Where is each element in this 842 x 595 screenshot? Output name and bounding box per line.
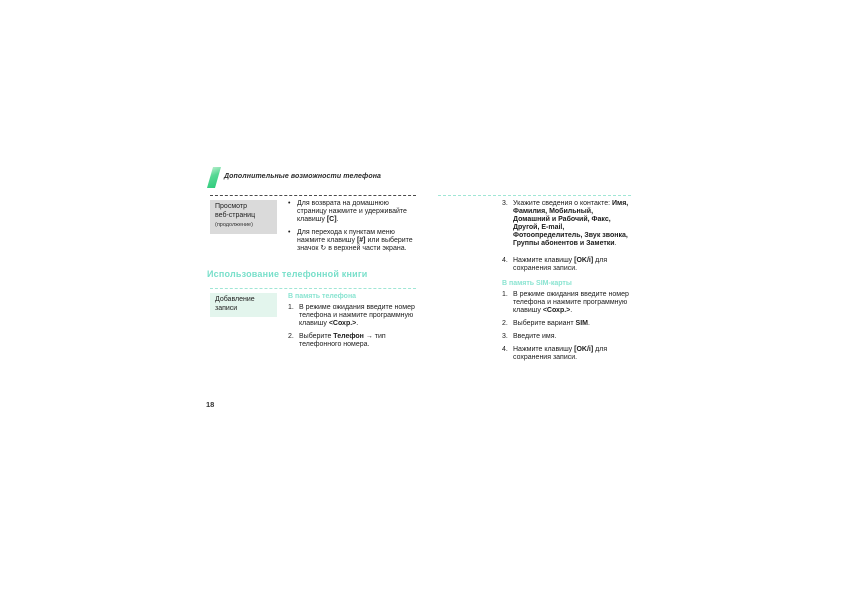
step-number: 4. xyxy=(502,346,508,353)
key-label: [#] xyxy=(356,237,366,244)
add-entry-row xyxy=(210,293,416,354)
web-browsing-content xyxy=(288,200,416,258)
step-text-part: . xyxy=(614,240,617,247)
step-text-part: Нажмите клавишу xyxy=(513,257,575,264)
step-text-part: Введите имя. xyxy=(513,333,557,340)
topic-label-line: записи xyxy=(215,304,238,312)
right-column xyxy=(438,195,631,367)
step-text xyxy=(513,257,630,273)
topic-label-note: (продолжение) xyxy=(215,222,253,228)
browser-menu-icon: ↻ xyxy=(320,245,327,252)
step-number: 4. xyxy=(502,257,508,264)
section-heading: Использование телефонной книги xyxy=(207,269,368,279)
web-browsing-row xyxy=(210,200,416,258)
page-header-title: Дополнительные возможности телефона xyxy=(224,173,382,180)
step-text-part: → тип телефонного номера. xyxy=(299,333,386,348)
key-label: [OK/i] xyxy=(574,257,594,264)
step-number: 1. xyxy=(502,291,508,298)
bullet-item xyxy=(288,229,416,253)
step-item xyxy=(288,333,416,349)
left-column xyxy=(207,195,416,354)
bullet-text: или выберите значок xyxy=(297,237,413,252)
key-label: [C] xyxy=(326,216,337,223)
topic-label-web-browsing xyxy=(210,200,277,234)
softkey-label: <Сохр.> xyxy=(542,307,571,314)
divider-teal xyxy=(438,195,631,196)
step-text-part: . xyxy=(588,320,590,327)
topic-label-add-entry xyxy=(210,293,277,317)
step-text-part: для сохранения записи. xyxy=(513,346,608,361)
topic-label-line: веб-страниц xyxy=(215,211,256,219)
step-text xyxy=(513,320,630,328)
step-item xyxy=(502,257,630,273)
topic-label-line: Просмотр xyxy=(215,203,247,210)
sub-heading-sim-memory: В память SIM-карты xyxy=(502,280,572,287)
divider-dark xyxy=(210,195,416,196)
topic-label-line: Добавление xyxy=(215,296,255,303)
step-number: 2. xyxy=(288,333,294,340)
bullet-text: . xyxy=(336,216,339,223)
step-number: 1. xyxy=(288,304,294,311)
sub-heading-phone-memory: В память телефона xyxy=(288,293,357,300)
step-text xyxy=(513,346,630,362)
softkey-label: <Сохр.> xyxy=(328,320,357,327)
header-accent-bar xyxy=(207,167,221,188)
step-number: 3. xyxy=(502,333,508,340)
step-number: 3. xyxy=(502,200,508,207)
menu-item-label: Имя, Фамилия, Мобильный, Домашний и Рабочий, Факс, Другой, E-mail, Фотоопределитель, Звук звонка, Группы абонентов и Заметки xyxy=(513,200,629,247)
step-number: 2. xyxy=(502,320,508,327)
step-text-part: В режиме ожидания введите номер телефона и нажмите программную клавишу xyxy=(513,291,629,314)
bullet-text: Для возврата на домашнюю страницу нажмите и удерживайте клавишу xyxy=(297,200,407,223)
step-item xyxy=(502,291,630,315)
step-item xyxy=(502,200,630,248)
step-text-part: . xyxy=(570,307,573,314)
step-text-part: для сохранения записи. xyxy=(513,257,608,272)
step-item xyxy=(288,304,416,328)
divider-teal xyxy=(210,288,416,289)
step-item xyxy=(502,346,630,362)
step-text xyxy=(513,333,630,341)
step-text xyxy=(299,333,416,349)
bullet-text: в верхней части экрана. xyxy=(326,245,407,252)
step-text xyxy=(513,291,630,315)
step-text-part: Нажмите клавишу xyxy=(513,346,575,353)
step-text-part: Укажите сведения о контакте: xyxy=(513,200,612,207)
step-text xyxy=(513,200,630,248)
step-text-part: Выберите xyxy=(299,333,334,340)
contact-steps-content xyxy=(502,200,630,362)
bullet-item xyxy=(288,200,416,224)
key-label: [OK/i] xyxy=(574,346,594,353)
step-text-part: . xyxy=(356,320,359,327)
step-text-part: В режиме ожидания введите номер телефона и нажмите программную клавишу xyxy=(299,304,415,327)
step-text xyxy=(299,304,416,328)
menu-item-label: SIM xyxy=(575,320,588,327)
add-entry-content xyxy=(288,293,416,354)
page-number: 18 xyxy=(206,400,215,409)
menu-item-label: Телефон xyxy=(333,333,364,340)
step-item xyxy=(502,320,630,328)
step-text-part: Выберите вариант xyxy=(513,320,576,327)
bullet-text: Для перехода к пунктам меню нажмите клавишу xyxy=(297,229,395,244)
step-item xyxy=(502,333,630,341)
